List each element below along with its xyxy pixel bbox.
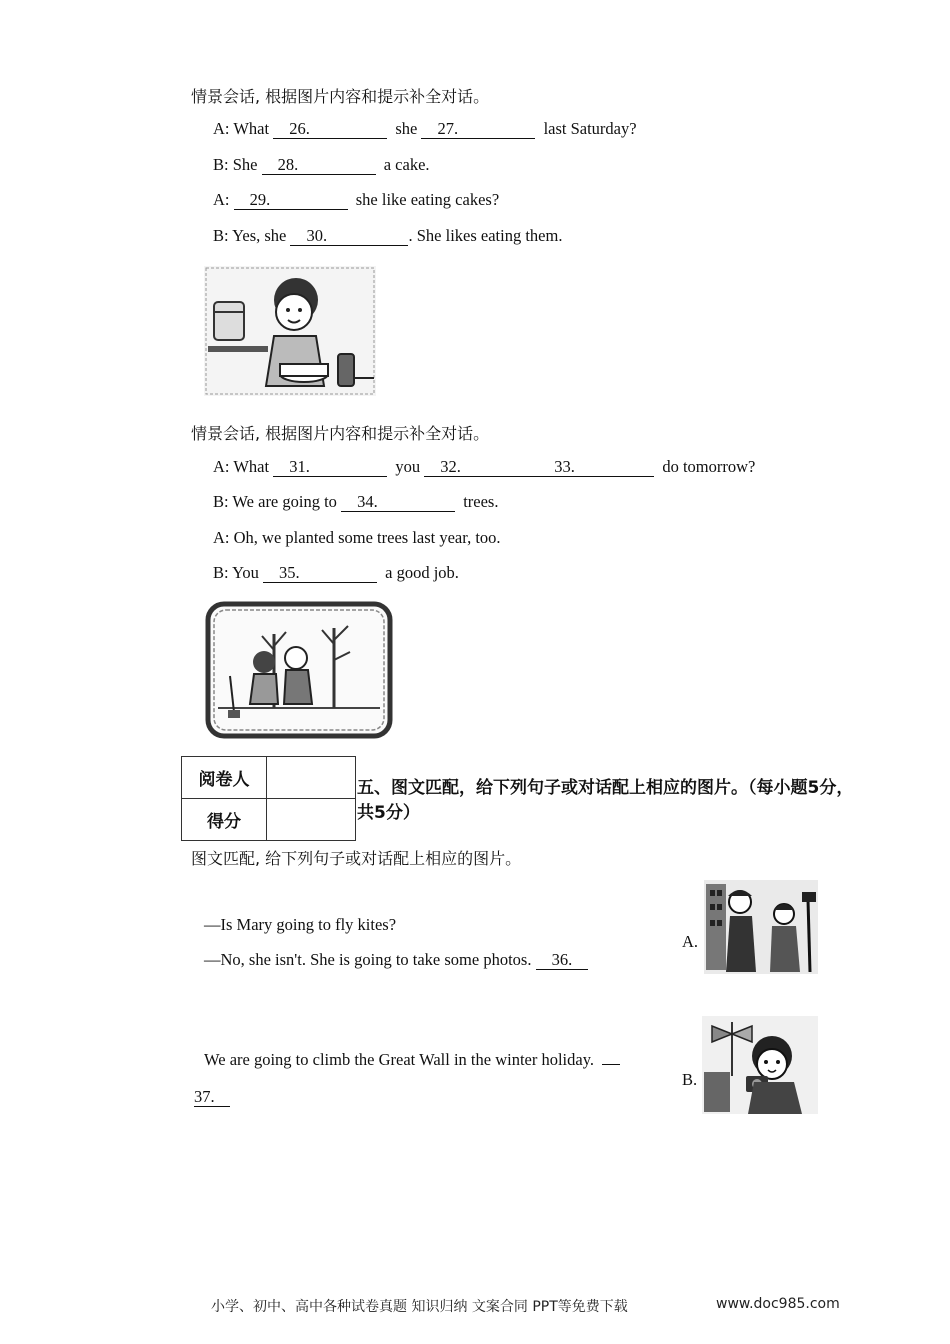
line-text: she (395, 119, 418, 138)
reviewer-field[interactable] (267, 757, 356, 799)
answer-blank-28[interactable]: 28. (262, 156, 376, 175)
line-text: A: What (213, 457, 270, 476)
answer-blank-34[interactable]: 34. (341, 493, 455, 512)
q37-blank-line (194, 1087, 230, 1107)
footer-url[interactable]: www.doc985.com (716, 1296, 840, 1312)
dialogue2-line3 (213, 528, 501, 548)
dialogue2-line1 (213, 457, 755, 477)
reviewer-label: 阅卷人 (182, 757, 267, 799)
line-text: B: You (213, 563, 259, 582)
option-b-image[interactable] (702, 1016, 818, 1114)
answer-blank-31[interactable]: 31. (273, 458, 387, 477)
line-text: B: Yes, she (213, 226, 287, 245)
score-label: 得分 (182, 799, 267, 841)
dialogue2-instruction: 情景会话, 根据图片内容和提示补全对话。 (191, 424, 490, 443)
line-text: We are going to climb the Great Wall in the winter holiday. (204, 1050, 595, 1069)
line-text: do tomorrow? (662, 457, 756, 476)
dialogue2-line4 (213, 563, 459, 583)
q36-line2 (204, 950, 588, 970)
dialogue1-line4 (213, 226, 562, 246)
q37-line (204, 1050, 620, 1070)
section-5-title: 五、图文匹配，给下列句子或对话配上相应的图片。（每小题5分，共5分） (357, 778, 854, 823)
girl-making-cake-image (204, 266, 376, 396)
answer-blank-32[interactable]: 32. (424, 458, 538, 477)
q36-line1: —Is Mary going to fly kites? (204, 915, 397, 934)
line-text: A: (213, 190, 230, 209)
score-table (181, 756, 356, 841)
dialogue1-instruction: 情景会话, 根据图片内容和提示补全对话。 (191, 87, 490, 106)
dialogue2-line2 (213, 492, 498, 512)
answer-blank-30[interactable]: 30. (290, 227, 408, 246)
option-a-image[interactable] (704, 880, 818, 974)
line-text: A: What (213, 119, 270, 138)
answer-blank-27[interactable]: 27. (421, 120, 535, 139)
line-text: a cake. (383, 155, 430, 174)
line-text: —No, she isn't. She is going to take some photos. (204, 950, 532, 969)
line-text: last Saturday? (543, 119, 637, 138)
line-text: B: We are going to (213, 492, 337, 511)
answer-blank-33[interactable]: 33. (538, 458, 654, 477)
answer-blank-35[interactable]: 35. (263, 564, 377, 583)
section-5-instruction: 图文匹配, 给下列句子或对话配上相应的图片。 (191, 849, 522, 868)
score-field[interactable] (267, 799, 356, 841)
footer-text: 小学、初中、高中各种试卷真题 知识归纳 文案合同 PPT等免费下载 (211, 1299, 628, 1315)
dialogue1-line2 (213, 155, 430, 175)
dialogue1-line3 (213, 190, 499, 210)
line-text: trees. (463, 492, 499, 511)
answer-blank-26[interactable]: 26. (273, 120, 387, 139)
option-b-label: B. (682, 1070, 698, 1089)
answer-blank-37[interactable]: 37. (194, 1088, 230, 1107)
planting-trees-image (204, 600, 394, 740)
line-text: a good job. (385, 563, 459, 582)
dialogue1-line1 (213, 119, 637, 139)
option-a-label: A. (682, 932, 699, 951)
line-text: . She likes eating them. (408, 226, 563, 245)
answer-blank-29[interactable]: 29. (234, 191, 348, 210)
line-text: A: Oh, we planted some trees last year, too. (213, 528, 501, 547)
answer-blank-36[interactable]: 36. (536, 951, 588, 970)
answer-blank-37-start (602, 1050, 620, 1065)
line-text: you (395, 457, 421, 476)
line-text: B: She (213, 155, 258, 174)
line-text: she like eating cakes? (355, 190, 500, 209)
